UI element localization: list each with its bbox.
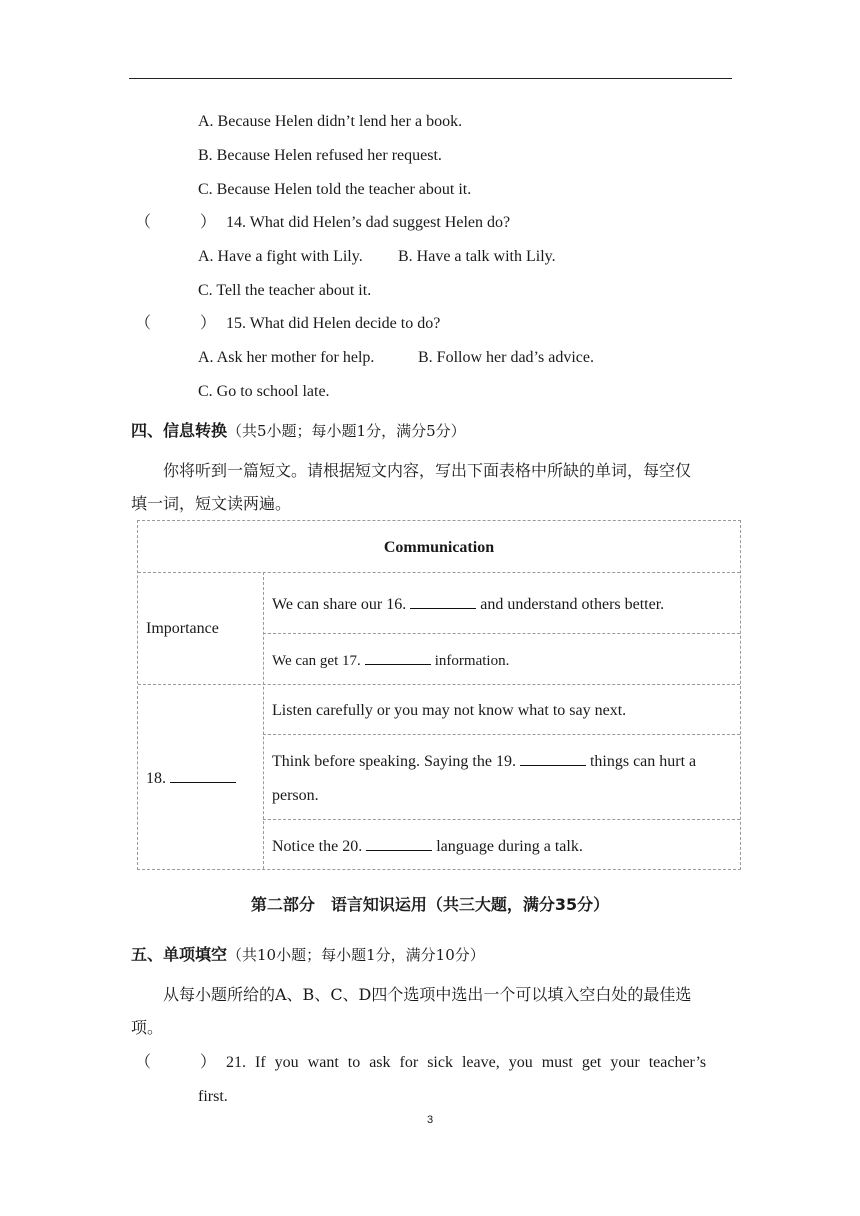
row-q19-text: Think before speaking. Saying the 19. bbox=[272, 753, 516, 770]
answer-paren-close: ） bbox=[200, 315, 217, 332]
section5-heading bbox=[131, 945, 485, 965]
row-q19-text-after: things can hurt a bbox=[589, 753, 697, 770]
header-rule bbox=[129, 78, 732, 79]
row-q16-text-after: and understand others better. bbox=[480, 596, 665, 613]
section4-title: 四、信息转换 bbox=[131, 421, 228, 440]
row-listen: Listen carefully or you may not know what to say next. bbox=[272, 702, 627, 719]
q13-option-a: A. Because Helen didn’t lend her a book. bbox=[198, 113, 463, 130]
q14-option-c: C. Tell the teacher about it. bbox=[198, 282, 372, 299]
row-q17-text-after: information. bbox=[434, 653, 510, 669]
blank-q18[interactable] bbox=[170, 768, 236, 783]
row-q17 bbox=[272, 650, 509, 671]
q14-option-b: B. Have a talk with Lily. bbox=[398, 248, 556, 265]
part2-title: 第二部分 语言知识运用（共三大题，满分35分） bbox=[250, 895, 610, 914]
q13-option-b: B. Because Helen refused her request. bbox=[198, 147, 442, 164]
q14-option-a: A. Have a fight with Lily. bbox=[198, 248, 363, 265]
q14-stem: 14. What did Helen’s dad suggest Helen do? bbox=[226, 214, 511, 231]
section4-instruction-line2: 填一词，短文读两遍。 bbox=[131, 494, 292, 513]
q18-number: 18. bbox=[146, 770, 166, 787]
section4-note: （共5小题；每小题1分，满分5分） bbox=[227, 422, 466, 440]
q13-option-c: C. Because Helen told the teacher about it. bbox=[198, 181, 472, 198]
section4-instruction-line1: 你将听到一篇短文。请根据短文内容，写出下面表格中所缺的单词，每空仅 bbox=[163, 461, 692, 480]
table-title: Communication bbox=[383, 539, 495, 556]
q15-option-c: C. Go to school late. bbox=[198, 383, 330, 400]
importance-label: Importance bbox=[146, 620, 219, 637]
row-q19-line2: person. bbox=[272, 787, 319, 804]
row-q19 bbox=[272, 751, 696, 772]
section5-title: 五、单项填空 bbox=[131, 945, 228, 964]
row-q20-text-after: language during a talk. bbox=[436, 838, 583, 855]
row-q20 bbox=[272, 836, 583, 857]
answer-paren-open: （ bbox=[135, 315, 152, 332]
section5-instruction-line2: 项。 bbox=[131, 1018, 164, 1037]
q21-stem: 21. If you want to ask for sick leave, you must get your teacher’s bbox=[226, 1054, 707, 1071]
answer-paren-open: （ bbox=[135, 214, 152, 231]
page-number: 3 bbox=[426, 1114, 434, 1126]
answer-paren-close: ） bbox=[200, 1054, 217, 1071]
blank-q16[interactable] bbox=[410, 594, 476, 609]
q21-stem-line2: first. bbox=[198, 1088, 228, 1105]
blank-q17[interactable] bbox=[365, 650, 431, 665]
q15-stem: 15. What did Helen decide to do? bbox=[226, 315, 441, 332]
blank-q20[interactable] bbox=[366, 836, 432, 851]
row-q18-label bbox=[146, 768, 240, 789]
answer-paren-close: ） bbox=[200, 214, 217, 231]
q15-option-b: B. Follow her dad’s advice. bbox=[418, 349, 594, 366]
row-q16-text: We can share our 16. bbox=[272, 596, 407, 613]
row-q20-text: Notice the 20. bbox=[272, 838, 363, 855]
row-q16 bbox=[272, 594, 664, 615]
blank-q19[interactable] bbox=[520, 751, 586, 766]
section5-instruction-line1: 从每小题所给的A、B、C、D四个选项中选出一个可以填入空白处的最佳选 bbox=[163, 985, 692, 1004]
section4-heading bbox=[131, 421, 466, 441]
answer-paren-open: （ bbox=[135, 1054, 152, 1071]
section5-note: （共10小题；每小题1分，满分10分） bbox=[227, 946, 485, 964]
row-q17-text: We can get 17. bbox=[272, 653, 361, 669]
communication-table bbox=[137, 520, 741, 870]
q15-option-a: A. Ask her mother for help. bbox=[198, 349, 375, 366]
